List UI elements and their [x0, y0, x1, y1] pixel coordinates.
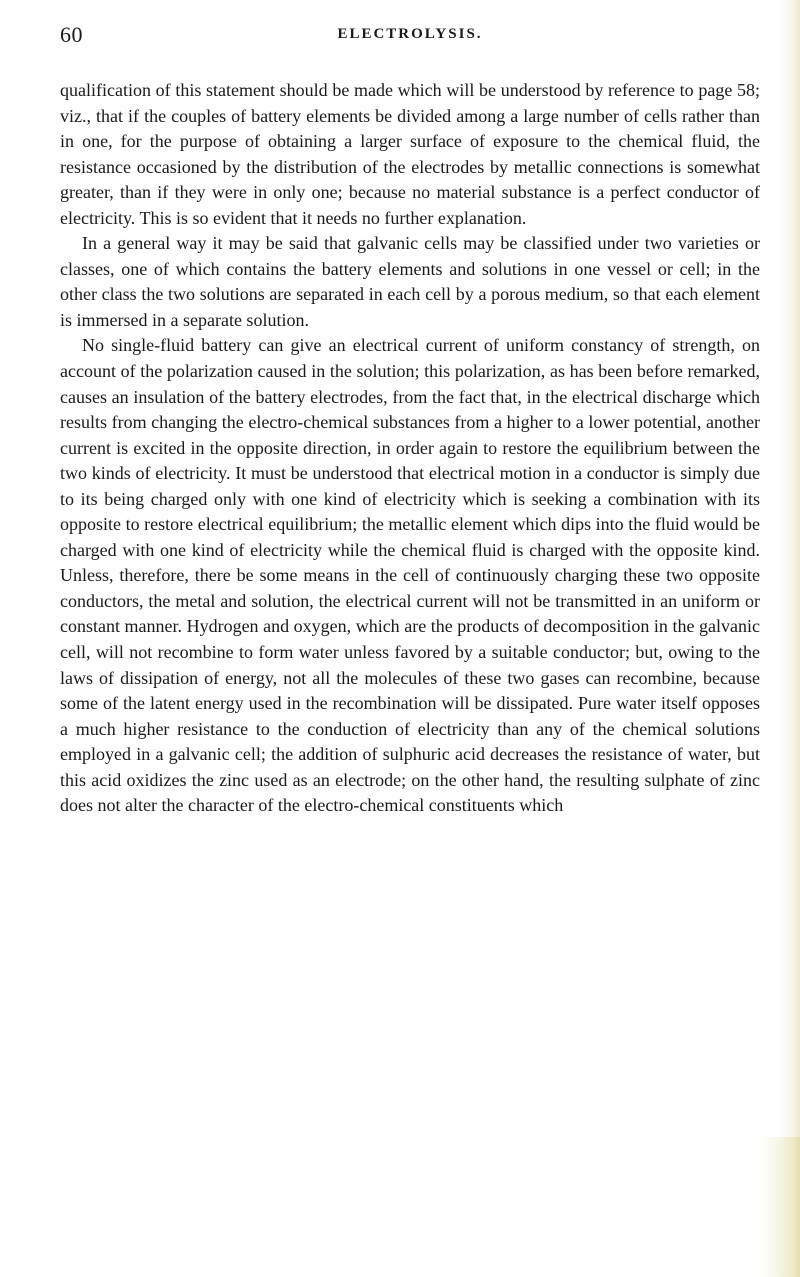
paragraph-2: In a general way it may be said that galvanic cells may be classified under two varieties or classes, one of which contains the battery elements and solutions in one vessel or cell; in the other class the two solutions are separated in each cell by a porous medium, so that each element is immersed in a separate solution.	[60, 233, 760, 330]
paragraph-3: No single-fluid battery can give an electrical current of uniform constancy of strength, on account of the polarization caused in the solution; this polarization, as has been before remarked, causes an insulation of the battery electrodes, from the fact that, in the electrical discharge which results from changing the electro-chemical substances from a higher to a lower potential, another current is excited in the opposite direction, in order again to restore the equilibrium between the two kinds of electricity. It must be understood that electrical motion in a conductor is simply due to its being charged only with one kind of electricity which is seeking a combination with its opposite to restore electrical equilibrium; the metallic element which dips into the fluid would be charged with one kind of electricity while the chemical fluid is charged with the opposite kind. Unless, therefore, there be some means in the cell of continuously charging these two opposite conductors, the metal and solution, the electrical current will not be transmitted in an uniform or constant manner. Hydrogen and oxygen, which are the products of decomposition in the galvanic cell, will not recombine to form water unless favored by a suitable conductor; but, owing to the laws of dissipation of energy, not all the molecules of these two gases can recombine, because some of the latent energy used in the recombination will be dissipated. Pure water itself opposes a much higher resistance to the conduction of electricity than any of the chemical solutions employed in a galvanic cell; the addition of sulphuric acid decreases the resistance of water, but this acid oxidizes the zinc used as an electrode; on the other hand, the resulting sulphate of zinc does not alter the character of the electro-chemical constituents which	[60, 335, 760, 816]
page-edge-shading	[778, 0, 800, 1277]
page-header	[60, 22, 760, 52]
page-corner-shading	[760, 1137, 800, 1277]
running-head: ELECTROLYSIS.	[337, 26, 483, 42]
body-text	[60, 78, 760, 819]
paragraph-1: qualification of this statement should be made which will be understood by reference to page 58; viz., that if the couples of battery elements be divided among a large number of cells rather than in one, for the purpose of obtaining a larger surface of exposure to the chemical fluid, the resistance occasioned by the distribution of the electrodes by metallic connections is somewhat greater, than if they were in only one; because no material substance is a perfect conductor of electricity. This is so evident that it needs no further explanation.	[60, 80, 760, 228]
page-number: 60	[60, 22, 83, 47]
